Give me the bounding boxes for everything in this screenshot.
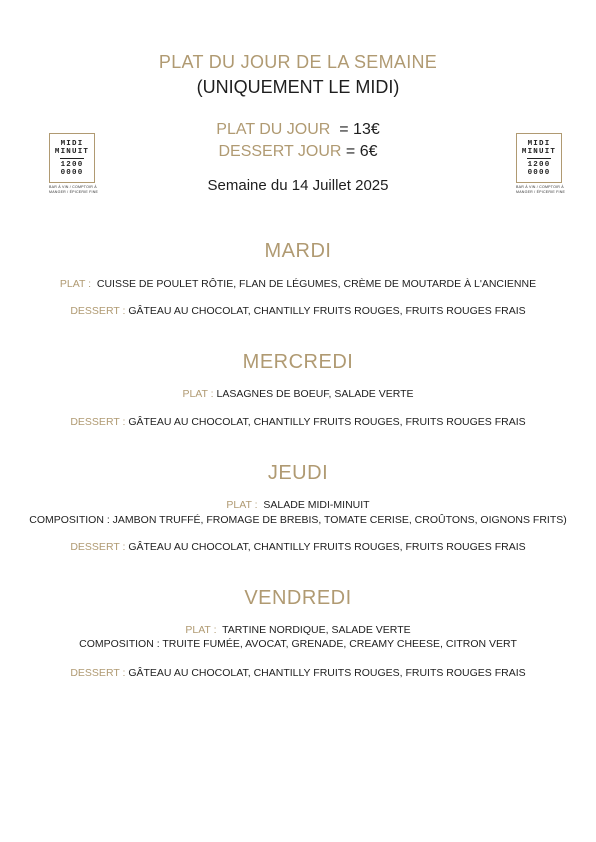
dessert-line-mercredi bbox=[0, 416, 596, 428]
plat-line-vendredi bbox=[0, 624, 596, 636]
dessert-price-label: DESSERT JOUR bbox=[218, 143, 342, 160]
logo-text: MIDI bbox=[527, 139, 551, 148]
dessert-line-mardi bbox=[0, 305, 596, 317]
logo-text: MIDI bbox=[60, 139, 84, 148]
page-title: PLAT DU JOUR DE LA SEMAINE bbox=[158, 52, 438, 72]
plat-text: LASAGNES DE BOEUF, SALADE VERTE bbox=[216, 388, 414, 400]
plat-label: PLAT : bbox=[185, 624, 217, 636]
plat-price-value: = 13€ bbox=[339, 121, 380, 138]
plat-label: PLAT : bbox=[226, 499, 258, 511]
plat-line-jeudi bbox=[0, 499, 596, 511]
plat-text: CUISSE DE POULET RÔTIE, FLAN DE LÉGUMES, CRÈME DE MOUTARDE À L'ANCIENNE bbox=[96, 278, 537, 290]
logo-text: MINUIT bbox=[521, 147, 557, 156]
logo-box bbox=[516, 133, 562, 183]
dessert-label: DESSERT : bbox=[70, 305, 126, 317]
composition-line-jeudi: COMPOSITION : JAMBON TRUFFÉ, FROMAGE DE BREBIS, TOMATE CERISE, CROÛTONS, OIGNONS FRITS) bbox=[29, 514, 567, 526]
composition-line-vendredi: COMPOSITION : TRUITE FUMÉE, AVOCAT, GRENADE, CREAMY CHEESE, CITRON VERT bbox=[79, 638, 517, 650]
logo-tagline: MANGER / ÉPICERIE FINE bbox=[49, 189, 99, 194]
plat-line-mardi bbox=[0, 278, 596, 290]
dessert-text: GÂTEAU AU CHOCOLAT, CHANTILLY FRUITS ROUGES, FRUITS ROUGES FRAIS bbox=[128, 667, 526, 679]
logo-right bbox=[516, 133, 566, 198]
plat-label: PLAT : bbox=[59, 278, 92, 290]
day-title-jeudi: JEUDI bbox=[267, 462, 329, 484]
week-date: Semaine du 14 Juillet 2025 bbox=[207, 177, 389, 194]
dessert-line-jeudi bbox=[0, 541, 596, 553]
dessert-text: GÂTEAU AU CHOCOLAT, CHANTILLY FRUITS ROUGES, FRUITS ROUGES FRAIS bbox=[128, 416, 526, 428]
logo-tagline: BAR À VIN / COMPTOIR À bbox=[516, 185, 564, 189]
dessert-label: DESSERT : bbox=[70, 541, 126, 553]
logo-text: MINUIT bbox=[54, 147, 90, 156]
logo-box bbox=[49, 133, 95, 183]
dessert-label: DESSERT : bbox=[70, 416, 126, 428]
dessert-text: GÂTEAU AU CHOCOLAT, CHANTILLY FRUITS ROUGES, FRUITS ROUGES FRAIS bbox=[128, 305, 526, 317]
day-title-mercredi: MERCREDI bbox=[242, 351, 354, 373]
logo-tagline: BAR À VIN / COMPTOIR À bbox=[49, 185, 97, 189]
logo-text: 0000 bbox=[527, 168, 551, 177]
dessert-label: DESSERT : bbox=[70, 667, 126, 679]
logo-text: 1200 bbox=[60, 160, 84, 169]
logo-text: 0000 bbox=[60, 168, 84, 177]
page-subtitle: (UNIQUEMENT LE MIDI) bbox=[196, 77, 400, 97]
plat-label: PLAT : bbox=[182, 388, 214, 400]
logo-left bbox=[49, 133, 99, 198]
logo-text: 1200 bbox=[527, 160, 551, 169]
dessert-line-vendredi bbox=[0, 667, 596, 679]
plat-text: TARTINE NORDIQUE, SALADE VERTE bbox=[222, 624, 411, 636]
dessert-text: GÂTEAU AU CHOCOLAT, CHANTILLY FRUITS ROUGES, FRUITS ROUGES FRAIS bbox=[128, 541, 526, 553]
dessert-price-value: = 6€ bbox=[345, 143, 378, 160]
day-title-vendredi: VENDREDI bbox=[244, 587, 352, 609]
logo-tagline: MANGER / ÉPICERIE FINE bbox=[516, 189, 566, 194]
plat-line-mercredi bbox=[0, 388, 596, 400]
plat-price-label: PLAT DU JOUR bbox=[216, 121, 331, 138]
plat-text: SALADE MIDI-MINUIT bbox=[263, 499, 370, 511]
day-title-mardi: MARDI bbox=[264, 240, 332, 262]
